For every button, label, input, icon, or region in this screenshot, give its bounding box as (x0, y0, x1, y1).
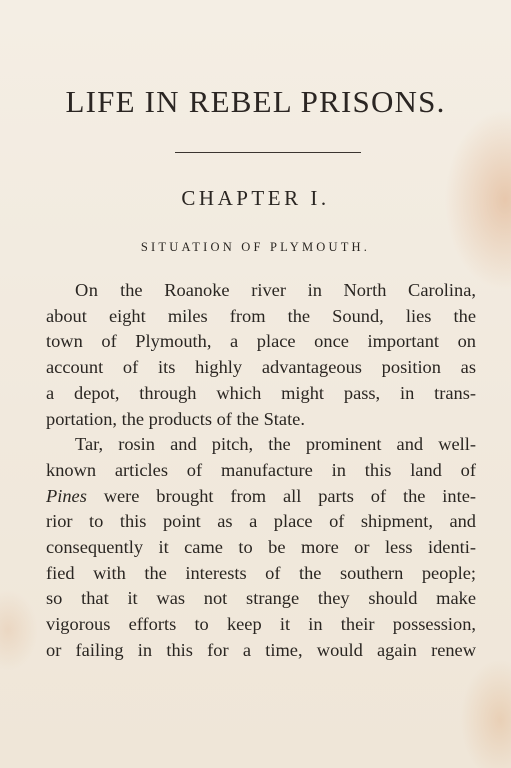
body-text (46, 278, 476, 664)
text-line (46, 484, 476, 510)
text-line: rior to this point as a place of shipment, and (46, 511, 476, 532)
text-line: town of Plymouth, a place once important on (46, 331, 476, 352)
section-heading: SITUATION OF PLYMOUTH. (140, 240, 371, 254)
book-title: LIFE IN REBEL PRISONS. (65, 84, 446, 119)
text-line: or failing in this for a time, would again renew (46, 639, 476, 660)
text-line: portation, the products of the State. (46, 408, 305, 429)
line-text: the Roanoke river in North Carolina, (120, 280, 476, 300)
text-line: Tar, rosin and pitch, the prominent and well- (75, 434, 476, 455)
title-divider-rule (175, 152, 361, 153)
drop-cap-word: On (75, 280, 99, 300)
text-line: a depot, through which might pass, in trans- (46, 382, 476, 403)
text-line: vigorous efforts to keep it in their possession, (46, 614, 476, 635)
text-line: known articles of manufacture in this land of (46, 459, 476, 480)
text-line: fied with the interests of the southern people; (46, 562, 476, 583)
italic-word: Pines (46, 485, 87, 506)
text-line: account of its highly advantageous position as (46, 357, 476, 378)
text-line: consequently it came to be more or less identi- (46, 537, 476, 558)
text-line: about eight miles from the Sound, lies the (46, 305, 476, 326)
line-text: were brought from all parts of the inte- (103, 485, 476, 506)
text-line (46, 278, 476, 304)
chapter-heading: CHAPTER I. (181, 186, 330, 210)
text-line: so that it was not strange they should make (46, 588, 476, 609)
